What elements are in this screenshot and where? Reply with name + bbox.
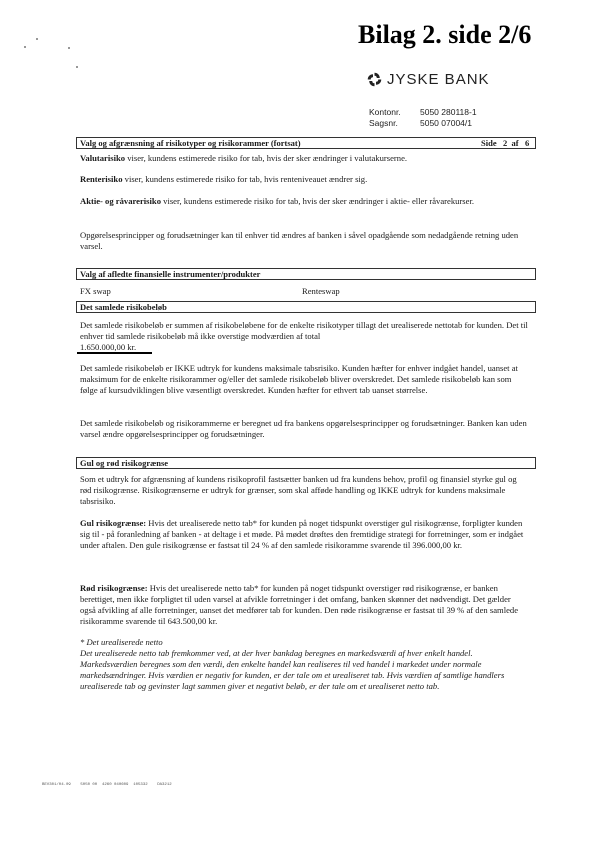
- page-number: 2: [502, 138, 508, 148]
- section-title: Valg af afledte finansielle instrumenter/produkter: [80, 269, 261, 279]
- section-header-total-risk: [76, 301, 536, 313]
- page-of: af: [511, 138, 519, 148]
- scan-speck: [36, 38, 38, 40]
- rente-term: Renterisiko: [80, 174, 123, 184]
- red-limit-paragraph: [80, 583, 528, 627]
- footnote-text: Det urealiserede netto tab fremkommer ved, at der hver bankdag beregnes en markedsværdi af hver enkelt handel. Markedsværdien beregnes som den værdi, den enkelte handel kan realiseres til ved handel i markedet under normale markedsændringer. Hvis værdien er negativ for kunden, er der tale om et urealiseret tab. Hvis værdien af samtlige handlers urealiserede tab og gevinster lagt sammen giver et negativt beløb, er der tale om et urealiseret netto tab.: [80, 648, 505, 691]
- amount-underline: [77, 352, 152, 354]
- valuta-paragraph: [80, 153, 528, 164]
- account-number-value: 5050 280118-1: [420, 107, 477, 117]
- aktie-term: Aktie- og råvarerisiko: [80, 196, 161, 206]
- bank-name: JYSKE BANK: [387, 71, 490, 88]
- account-number: [369, 107, 477, 117]
- yellow-limit-term: Gul risikogrænse:: [80, 518, 147, 528]
- page-stamp: Bilag 2. side 2/6: [358, 20, 532, 49]
- liability-paragraph: Det samlede risikobeløb er IKKE udtryk for kundens maksimale tabsrisiko. Kunden hæfter for enhver indgået handel, uanset at maksimum for de enkelte risikorammer og/eller det samlede risikobeløb bliver overskredet. Det samlede risikobeløb kan som følge af kursudviklingen blive væsentligt overskredet. Kunden hæfter for ethvert tab uanset størrelse.: [80, 363, 518, 395]
- section-header-instruments: [76, 268, 536, 280]
- instrument-item: Renteswap: [302, 286, 340, 296]
- jyske-bank-swirl-icon: [367, 72, 382, 87]
- section-title: Valg og afgrænsning af risikotyper og risikorammer (fortsat): [80, 138, 301, 148]
- risk-limits-intro: Som et udtryk for afgrænsning af kundens risikoprofil fastsætter banken ud fra kundens behov, profil og finansiel styrke gul og rød risikogrænse. Risikogrænserne er udtryk for grænser, som skal afføde handling og IKKE udtryk for kundens maksimale tabsrisiko.: [80, 474, 517, 506]
- page-indicator: [481, 138, 529, 148]
- scan-speck: [68, 47, 70, 49]
- section-title: Gul og rød risikogrænse: [80, 458, 169, 468]
- rente-paragraph: [80, 174, 528, 185]
- section-header-risk-limits: [76, 457, 536, 469]
- yellow-limit-paragraph: [80, 518, 528, 551]
- page-label: Side: [481, 138, 497, 148]
- red-limit-term: Rød risikogrænse:: [80, 583, 148, 593]
- valuta-text: viser, kundens estimerede risiko for tab, hvis der sker ændringer i valutakurserne.: [125, 153, 408, 163]
- aktie-text: viser, kundens estimerede risiko for tab, hvis der sker ændringer i aktie- eller råvarekurser.: [161, 196, 474, 206]
- section-title: Det samlede risikobeløb: [80, 302, 167, 312]
- case-number: [369, 118, 472, 128]
- page-total: 6: [524, 138, 530, 148]
- valuta-term: Valutarisiko: [80, 153, 126, 163]
- yellow-limit-text: Hvis det urealiserede netto tab* for kunden på noget tidspunkt overstiger gul risikogrænse, forpligter kunden sig til - på foranledning af banken - at deltage i et møde. På mødet drøftes den fremtidige strategi for forretninger, som er indgået under aftalen. Den gule risikogrænse er fastsat til 24 % af den samlede risikoramme svarende til 396.000,00 kr.: [80, 518, 524, 550]
- calculation-paragraph: Det samlede risikobeløb og risikorammerne er beregnet ud fra bankens opgørelsesprincipper og forudsætninger. Banken kan uden varsel ændre opgørelsesprincipper og forudsætninger.: [80, 418, 527, 439]
- rente-text: viser, kundens estimerede risiko for tab, hvis renteniveauet ændrer sig.: [122, 174, 368, 184]
- total-risk-paragraph: [80, 320, 528, 353]
- bank-logo: [367, 71, 490, 88]
- aktie-paragraph: [80, 196, 528, 207]
- footnote-title: * Det urealiserede netto: [80, 637, 163, 647]
- case-number-label: Sagsnr.: [369, 118, 398, 128]
- opgoerelse-paragraph: Opgørelsesprincipper og forudsætninger kan til enhver tid ændres af banken i såvel opadgående som nedadgående retning uden varsel.: [80, 230, 519, 251]
- red-limit-text: Hvis det urealiserede netto tab* for kunden på noget tidspunkt overstiger rød risikogrænse, er banken berettiget, men ikke forpligtet til uden varsel at afvikle forretninger i det omfang, banken skønner det nødvendigt. Det gælder også afvikling af alle forretninger, uanset det medfører tab for kunden. Den røde risikogrænse er fastsat til 39 % af den samlede risikoramme svarende til 643.500,00 kr.: [80, 583, 519, 626]
- scan-speck: [24, 46, 26, 48]
- case-number-value: 5050 07004/1: [420, 118, 472, 128]
- form-code: BEV301/04.09 5050 00 4260 040609 105332 DA3212: [42, 783, 172, 787]
- account-number-label: Kontonr.: [369, 107, 401, 117]
- total-risk-text: Det samlede risikobeløb er summen af risikobeløbene for de enkelte risikotyper tillagt det urealiserede nettotab for kunden. Det til enhver tid samlede risikobeløb må ikke overstige modværdien af total: [80, 320, 528, 341]
- scan-speck: [76, 66, 78, 68]
- total-risk-amount: 1.650.000,00 kr.: [80, 342, 137, 352]
- instrument-item: FX swap: [80, 286, 111, 296]
- section-header-risk-types: [76, 137, 536, 149]
